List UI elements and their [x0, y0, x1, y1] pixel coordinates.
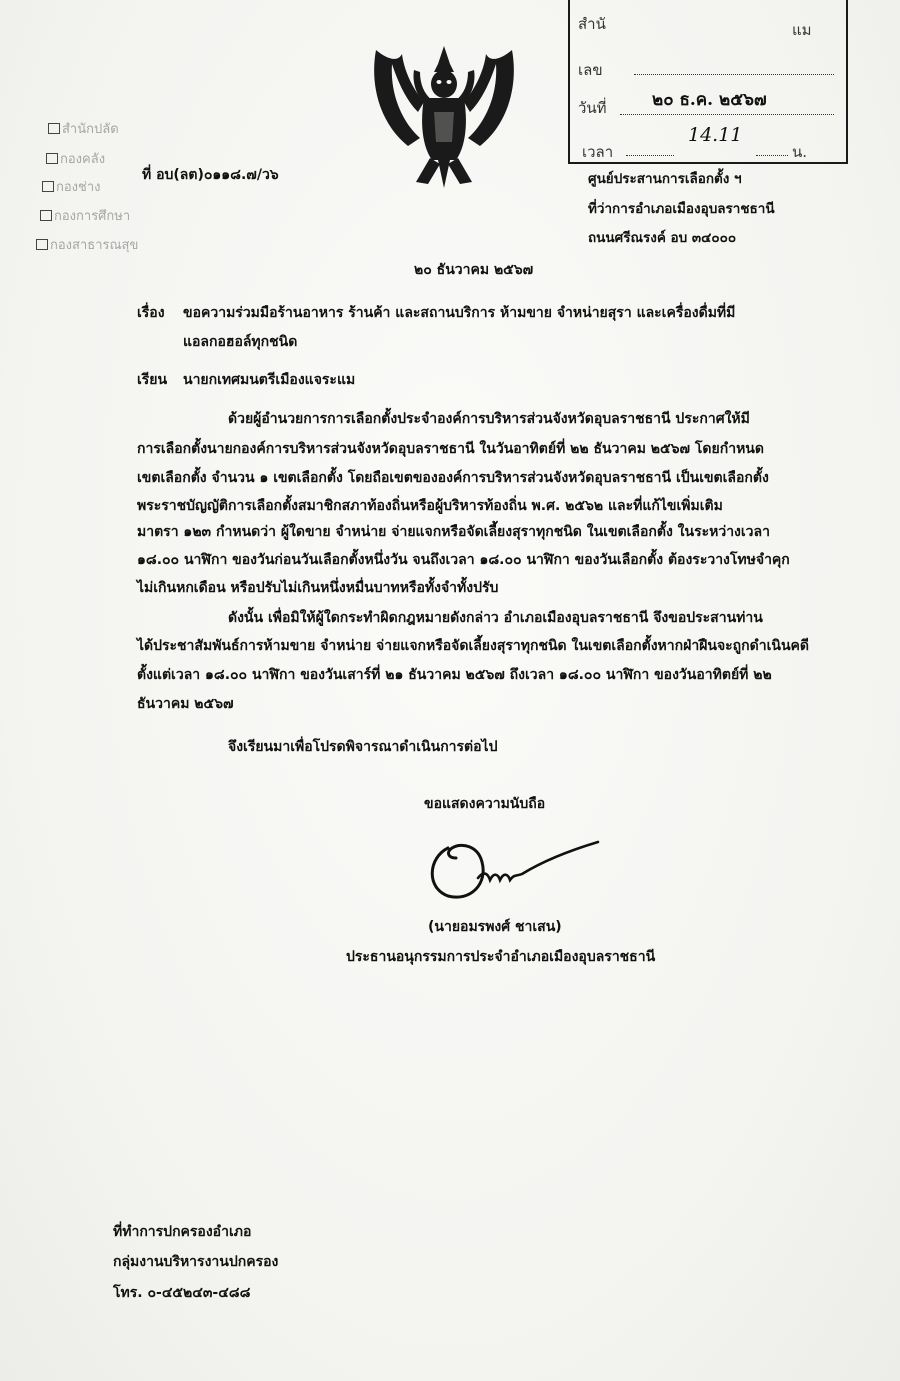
- stamp-no-label: เลข: [578, 61, 603, 79]
- stamp-time-value: 14.11: [688, 124, 743, 146]
- stamp-date-value: ๒๐ ธ.ค. ๒๕๖๗: [652, 90, 767, 110]
- stamp-date-line: [620, 114, 834, 115]
- footer-line: โทร. ๐-๔๕๒๔๓-๔๘๘: [113, 1285, 251, 1301]
- checkbox-icon: [40, 210, 52, 221]
- checklist-item: กองการศึกษา: [40, 205, 130, 226]
- garuda-emblem-icon: [368, 42, 520, 188]
- reference-number: ที่ อบ(ลต)๐๑๑๘.๗/ว๖: [142, 167, 279, 183]
- signatory-position: ประธานอนุกรรมการประจำอำเภอเมืองอุบลราชธานี: [346, 949, 656, 965]
- checkbox-icon: [46, 153, 58, 164]
- receive-stamp: [568, 0, 848, 164]
- address-line: ที่ว่าการอำเภอเมืองอุบลราชธานี: [588, 201, 775, 217]
- stamp-office-label: สำนั: [578, 15, 606, 33]
- stamp-date-label: วันที่: [578, 99, 607, 117]
- stamp-time-line-a: [626, 155, 674, 156]
- subject-label: เรื่อง: [137, 305, 165, 321]
- checklist-item: กองช่าง: [42, 176, 101, 197]
- subject-line: ขอความร่วมมือร้านอาหาร ร้านค้า และสถานบริการ ห้ามขาย จำหน่ายสุรา และเครื่องดื่มที่มี: [183, 305, 736, 321]
- body-line: ได้ประชาสัมพันธ์การห้ามขาย จำหน่าย จ่ายแจกหรือจัดเลี้ยงสุราทุกชนิด ในเขตเลือกตั้งหากฝ่าฝืนจะถูกดำเนินคดี: [137, 638, 809, 654]
- recipient-name: นายกเทศมนตรีเมืองแจระแม: [183, 372, 356, 388]
- checklist-item: กองสาธารณสุข: [36, 234, 138, 255]
- address-line: ศูนย์ประสานการเลือกตั้ง ฯ: [588, 171, 742, 187]
- stamp-time-label: เวลา: [582, 143, 614, 161]
- address-line: ถนนศรีณรงค์ อบ ๓๔๐๐๐: [588, 230, 737, 246]
- checklist-item: กองคลัง: [46, 148, 105, 169]
- body-line: พระราชบัญญัติการเลือกตั้งสมาชิกสภาท้องถิ่นหรือผู้บริหารท้องถิ่น พ.ศ. ๒๕๖๒ และที่แก้ไขเพิ่มเติม: [137, 498, 723, 514]
- recipient-label: เรียน: [137, 372, 168, 388]
- body-line: ธันวาคม ๒๕๖๗: [137, 696, 234, 712]
- body-line: ด้วยผู้อำนวยการการเลือกตั้งประจำองค์การบริหารส่วนจังหวัดอุบลราชธานี ประกาศให้มี: [228, 411, 750, 427]
- signature-mark: [418, 818, 608, 908]
- footer-line: ที่ทำการปกครองอำเภอ: [113, 1224, 252, 1240]
- body-line: การเลือกตั้งนายกองค์การบริหารส่วนจังหวัดอุบลราชธานี ในวันอาทิตย์ที่ ๒๒ ธันวาคม ๒๕๖๗ โดยกำหนด: [137, 441, 764, 457]
- closing-salutation: ขอแสดงความนับถือ: [424, 796, 546, 812]
- body-line: ดังนั้น เพื่อมิให้ผู้ใดกระทำผิดกฎหมายดังกล่าว อำเภอเมืองอุบลราชธานี จึงขอประสานท่าน: [228, 610, 763, 626]
- stamp-office-suffix: แม: [792, 21, 812, 39]
- checkbox-icon: [48, 123, 60, 134]
- checkbox-icon: [42, 181, 54, 192]
- footer-line: กลุ่มงานบริหารงานปกครอง: [113, 1254, 279, 1270]
- body-line: ไม่เกินหกเดือน หรือปรับไม่เกินหนึ่งหมื่นบาทหรือทั้งจำทั้งปรับ: [137, 580, 499, 596]
- closing-request: จึงเรียนมาเพื่อโปรดพิจารณาดำเนินการต่อไป: [228, 739, 498, 755]
- body-line: ๑๘.๐๐ นาฬิกา ของวันก่อนวันเลือกตั้งหนึ่งวัน จนถึงเวลา ๑๘.๐๐ นาฬิกา ของวันเลือกตั้ง ต้องระวางโทษจำคุก: [137, 552, 790, 568]
- body-line: ตั้งแต่เวลา ๑๘.๐๐ นาฬิกา ของวันเสาร์ที่ ๒๑ ธันวาคม ๒๕๖๗ ถึงเวลา ๑๘.๐๐ นาฬิกา ของวันอาทิตย์ที่ ๒๒: [137, 667, 772, 683]
- stamp-time-line-b: [756, 155, 788, 156]
- stamp-no-line: [634, 74, 834, 75]
- checkbox-icon: [36, 239, 48, 250]
- letter-date: ๒๐ ธันวาคม ๒๕๖๗: [414, 262, 534, 278]
- checklist-item: สำนักปลัด: [48, 118, 119, 139]
- body-line: มาตรา ๑๒๓ กำหนดว่า ผู้ใดขาย จำหน่าย จ่ายแจกหรือจัดเลี้ยงสุราทุกชนิด ในเขตเลือกตั้ง ในระหว่างเวลา: [137, 524, 770, 540]
- body-line: เขตเลือกตั้ง จำนวน ๑ เขตเลือกตั้ง โดยถือเขตขององค์การบริหารส่วนจังหวัดอุบลราชธานี เป็นเขตเลือกตั้ง: [137, 470, 769, 486]
- subject-line: แอลกอฮอล์ทุกชนิด: [183, 334, 298, 350]
- stamp-time-unit: น.: [792, 143, 808, 161]
- signatory-name: (นายอมรพงศ์ ชาเสน): [428, 919, 562, 935]
